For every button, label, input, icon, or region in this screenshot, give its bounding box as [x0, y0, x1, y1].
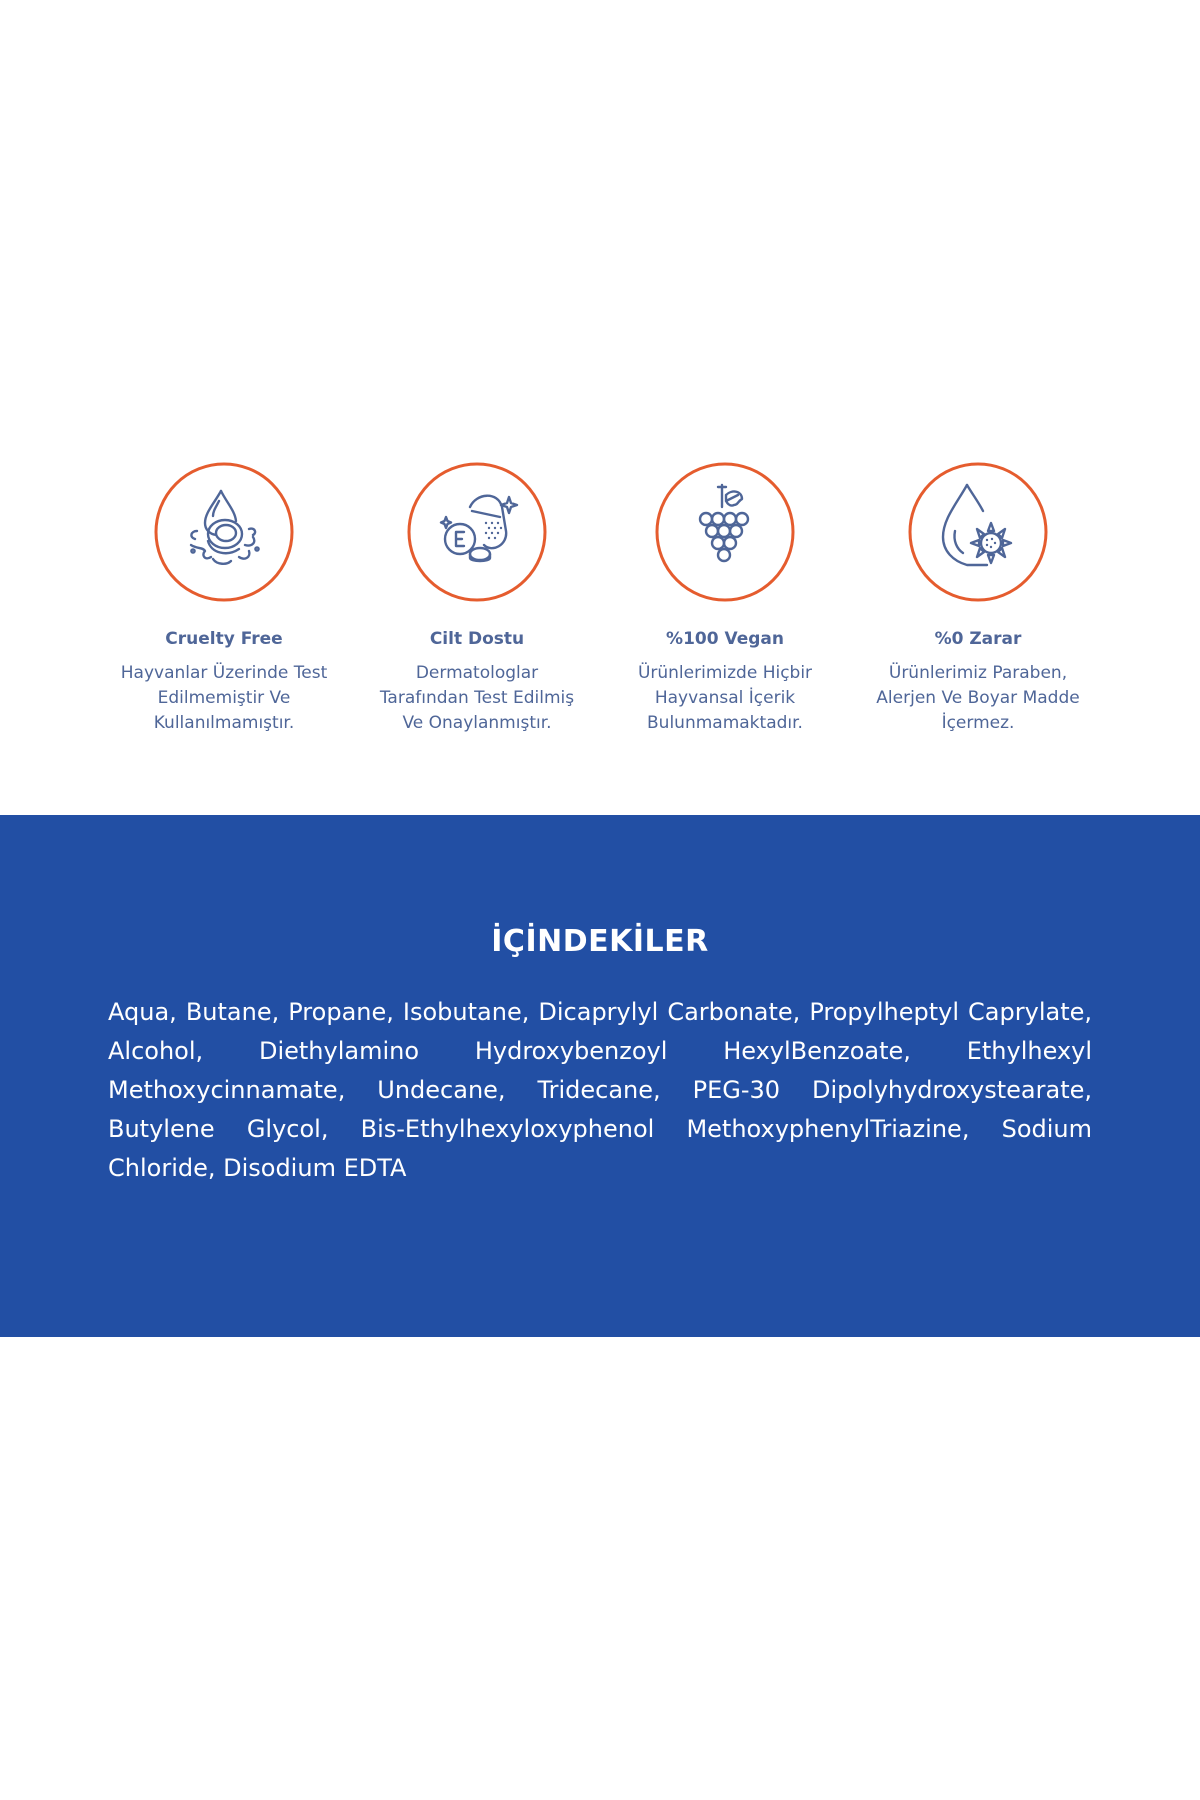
feature-description: Ürünlerimiz Paraben, Alerjen Ve Boyar Madde İçermez.	[876, 663, 1080, 733]
feature-title: Cruelty Free	[165, 629, 283, 649]
cruelty-free-coconut-splash-icon	[153, 461, 295, 603]
feature-title: %0 Zarar	[934, 629, 1022, 649]
feature-description: Hayvanlar Üzerinde Test Edilmemiştir Ve Kullanılmamıştır.	[120, 663, 328, 733]
feature-cilt-dostu	[351, 455, 603, 736]
feature-title: %100 Vegan	[666, 629, 784, 649]
feature-description: Ürünlerimizde Hiçbir Hayvansal İçerik Bulunmamaktadır.	[637, 663, 813, 733]
ingredients-list: Aqua, Butane, Propane, Isobutane, Dicaprylyl Carbonate, Propylheptyl Caprylate, Alcohol, Diethylamino Hydroxybenzoyl HexylBenzoate, Ethylhexyl Methoxycinnamate, Undecane, Tridecane, PEG-30 Dipolyhydroxystearate, Butylene Glycol, Bis-Ethylhexyloxyphenol MethoxyphenylTriazine, Sodium Chloride, Disodium EDTA	[108, 998, 1092, 1182]
skin-vitamin-e-capsules-icon	[406, 461, 548, 603]
ingredients-section	[0, 815, 1200, 1337]
vegan-grape-icon	[654, 461, 796, 603]
ingredients-title: İÇİNDEKİLER	[491, 924, 709, 959]
feature-vegan	[599, 455, 851, 736]
feature-cruelty-free	[98, 455, 350, 736]
features-row	[0, 455, 1200, 745]
feature-zero-harm	[852, 455, 1104, 736]
zero-harm-drop-sunflower-icon	[907, 461, 1049, 603]
feature-title: Cilt Dostu	[429, 629, 525, 649]
feature-description: Dermatologlar Tarafından Test Edilmiş Ve Onaylanmıştır.	[379, 663, 575, 733]
